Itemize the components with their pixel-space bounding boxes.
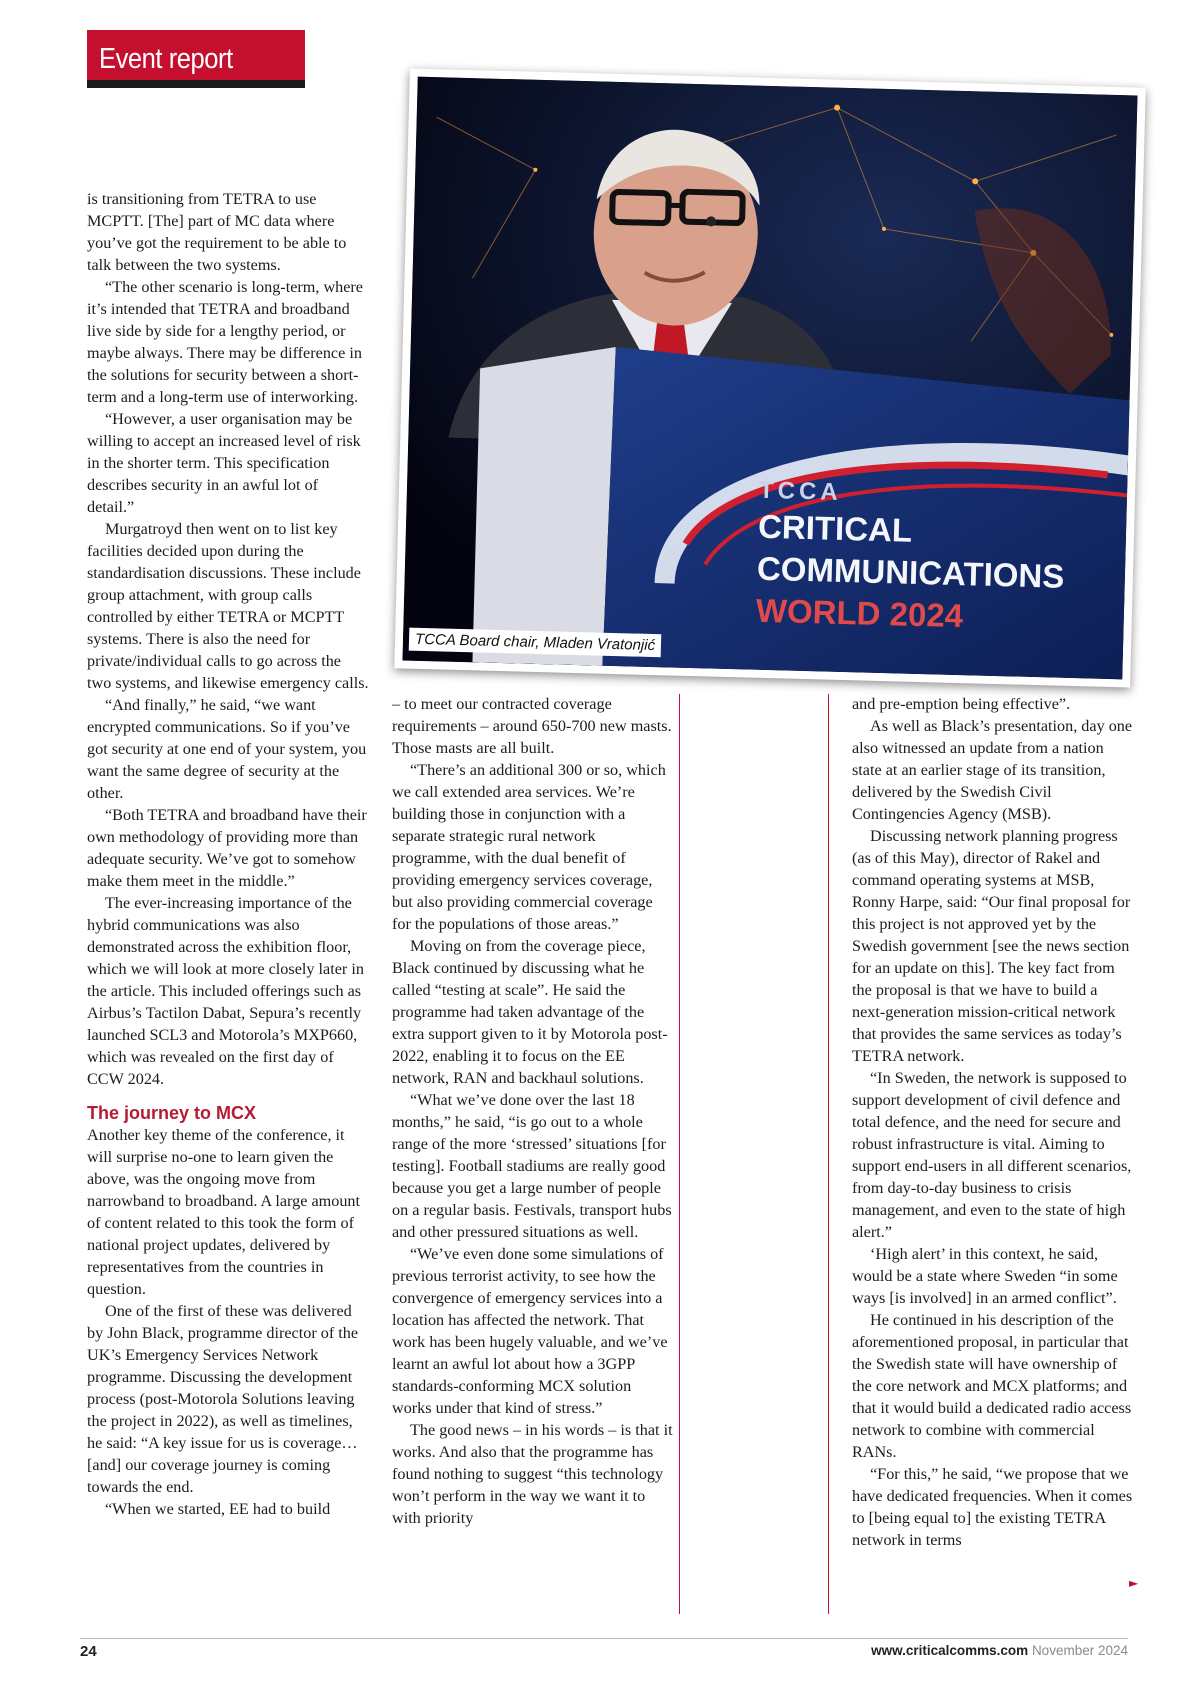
- continue-arrow-icon: ►: [1129, 1576, 1139, 1590]
- column-divider: [679, 694, 680, 1614]
- paragraph: “However, a user organisation may be willing to accept an increased level of risk in the shorter term. This specification describes security in an awful lot of detail.”: [87, 410, 361, 516]
- paragraph: is transitioning from TETRA to use MCPTT. [The] part of MC data where you’ve got the requirement to be able to talk between the two systems.: [87, 190, 347, 274]
- paragraph: Murgatroyd then went on to list key facilities decided upon during the standardisation discussions. These include group attachment, with group calls controlled by either TETRA or MCPTT systems. There is also the need for private/individual calls to go across the two systems, and likewise emergency calls.: [87, 520, 369, 692]
- article-column-2: [392, 693, 674, 1529]
- photo-caption: TCCA Board chair, Mladen Vratonjić: [409, 628, 662, 658]
- paragraph: “We’ve even done some simulations of previous terrorist activity, to see how the convergence of emergency services into a location has affected the network. That work has been hugely valuable, and we’ve learnt an awful lot about how a 3GPP standards-conforming MCX solution works under that kind of stress.”: [392, 1245, 668, 1417]
- paragraph: ‘High alert’ in this context, he said, would be a state where Sweden “in some ways [is involved] in an armed conflict”.: [852, 1245, 1118, 1307]
- paragraph: “Both TETRA and broadband have their own methodology of providing more than adequate security. We’ve got to somehow make them meet in the middle.”: [87, 806, 367, 890]
- paragraph: Another key theme of the conference, it will surprise no-one to learn given the above, was the ongoing move from narrowband to broadband. A large amount of content related to this took the form of national project updates, delivered by representatives from the countries in question.: [87, 1126, 361, 1298]
- footer-website: www.criticalcomms.com: [871, 1643, 1029, 1658]
- speaker-photo: [402, 77, 1137, 680]
- paragraph: “For this,” he said, “we propose that we have dedicated frequencies. When it comes to [being equal to] the existing TETRA network in terms: [852, 1465, 1133, 1549]
- article-column-1: [87, 188, 369, 1520]
- page-number: 24: [80, 1643, 97, 1660]
- paragraph: Discussing network planning progress (as of this May), director of Rakel and command operating systems at MSB, Ronny Harpe, said: “Our final proposal for this project is not approved yet by the Swedish government [see the news section for an update on this]. The key fact from the proposal is that we have to build a next-generation mission-critical network that provides the same services as today’s TETRA network.: [852, 827, 1131, 1065]
- podium-logo-tcca: TCCA: [758, 476, 843, 506]
- paragraph: “When we started, EE had to build: [105, 1500, 331, 1518]
- paragraph: “There’s an additional 300 or so, which we call extended area services. We’re building those in conjunction with a separate strategic rural network programme, with the dual benefit of providing emergency services coverage, but also providing commercial coverage for the populations of those areas.”: [392, 761, 666, 933]
- section-subhead: The journey to MCX: [87, 1103, 257, 1123]
- paragraph: – to meet our contracted coverage requirements – around 650-700 new masts. Those masts are all built.: [392, 695, 672, 757]
- photo-frame: [394, 68, 1145, 687]
- podium-logo-communications: COMMUNICATIONS: [756, 549, 1065, 595]
- paragraph: The good news – in his words – is that it works. And also that the programme has found nothing to suggest “this technology won’t perform in the way we want it to with priority: [392, 1421, 673, 1527]
- article-column-3: [852, 693, 1134, 1551]
- speaker-photo-image: [402, 77, 1137, 680]
- paragraph: “And finally,” he said, “we want encrypted communications. So if you’ve got security at one end of your system, you want the same degree of security at the other.: [87, 696, 367, 802]
- footer-credit: [871, 1643, 1128, 1658]
- footer-date: November 2024: [1031, 1643, 1128, 1658]
- podium-logo-world: WORLD 2024: [755, 591, 964, 635]
- section-tab: [87, 30, 305, 88]
- column-divider: [828, 694, 829, 1614]
- footer-divider: [80, 1638, 1128, 1639]
- paragraph: The ever-increasing importance of the hybrid communications was also demonstrated across the exhibition floor, which we will look at more closely later in the article. This included offerings such as Airbus’s Tactilon Dabat, Sepura’s recently launched SCL3 and Motorola’s MXP660, which was revealed on the first day of CCW 2024.: [87, 894, 364, 1088]
- paragraph: Moving on from the coverage piece, Black continued by discussing what he called “testing at scale”. He said the programme had taken advantage of the extra support given to it by Motorola post-2022, enabling it to focus on the EE network, RAN and backhaul solutions.: [392, 937, 668, 1087]
- section-title: Event report: [99, 43, 233, 75]
- podium-logo-critical: CRITICAL: [757, 507, 913, 549]
- paragraph: As well as Black’s presentation, day one also witnessed an update from a nation state at an earlier stage of its transition, delivered by the Swedish Civil Contingencies Agency (MSB).: [852, 717, 1133, 823]
- paragraph: One of the first of these was delivered by John Black, programme director of the UK’s Emergency Services Network programme. Discussing the development process (post-Motorola Solutions leaving the project in 2022), as well as timelines, he said: “A key issue for us is coverage… [and] our coverage journey is coming towards the end.: [87, 1302, 359, 1496]
- paragraph: “The other scenario is long-term, where it’s intended that TETRA and broadband live side by side for a lengthy period, or maybe always. There may be difference in the solutions for security between a short-term and a long-term use of interworking.: [87, 278, 363, 406]
- paragraph: He continued in his description of the aforementioned proposal, in particular that the Swedish state will have ownership of the core network and MCX platforms; and that it would build a dedicated radio access network to combine with commercial RANs.: [852, 1311, 1132, 1461]
- paragraph: “What we’ve done over the last 18 months,” he said, “is go out to a whole range of the more ‘stressed’ situations [for testing]. Football stadiums are really good because you get a large number of people on a regular basis. Festivals, transport hubs and other pressured situations as well.: [392, 1091, 672, 1241]
- paragraph: and pre-emption being effective”.: [852, 695, 1071, 713]
- paragraph: “In Sweden, the network is supposed to support development of civil defence and total defence, and the need for secure and robust infrastructure is vital. Aiming to support end-users in all different scenarios, from day-to-day business to crisis management, and even to the state of high alert.”: [852, 1069, 1132, 1241]
